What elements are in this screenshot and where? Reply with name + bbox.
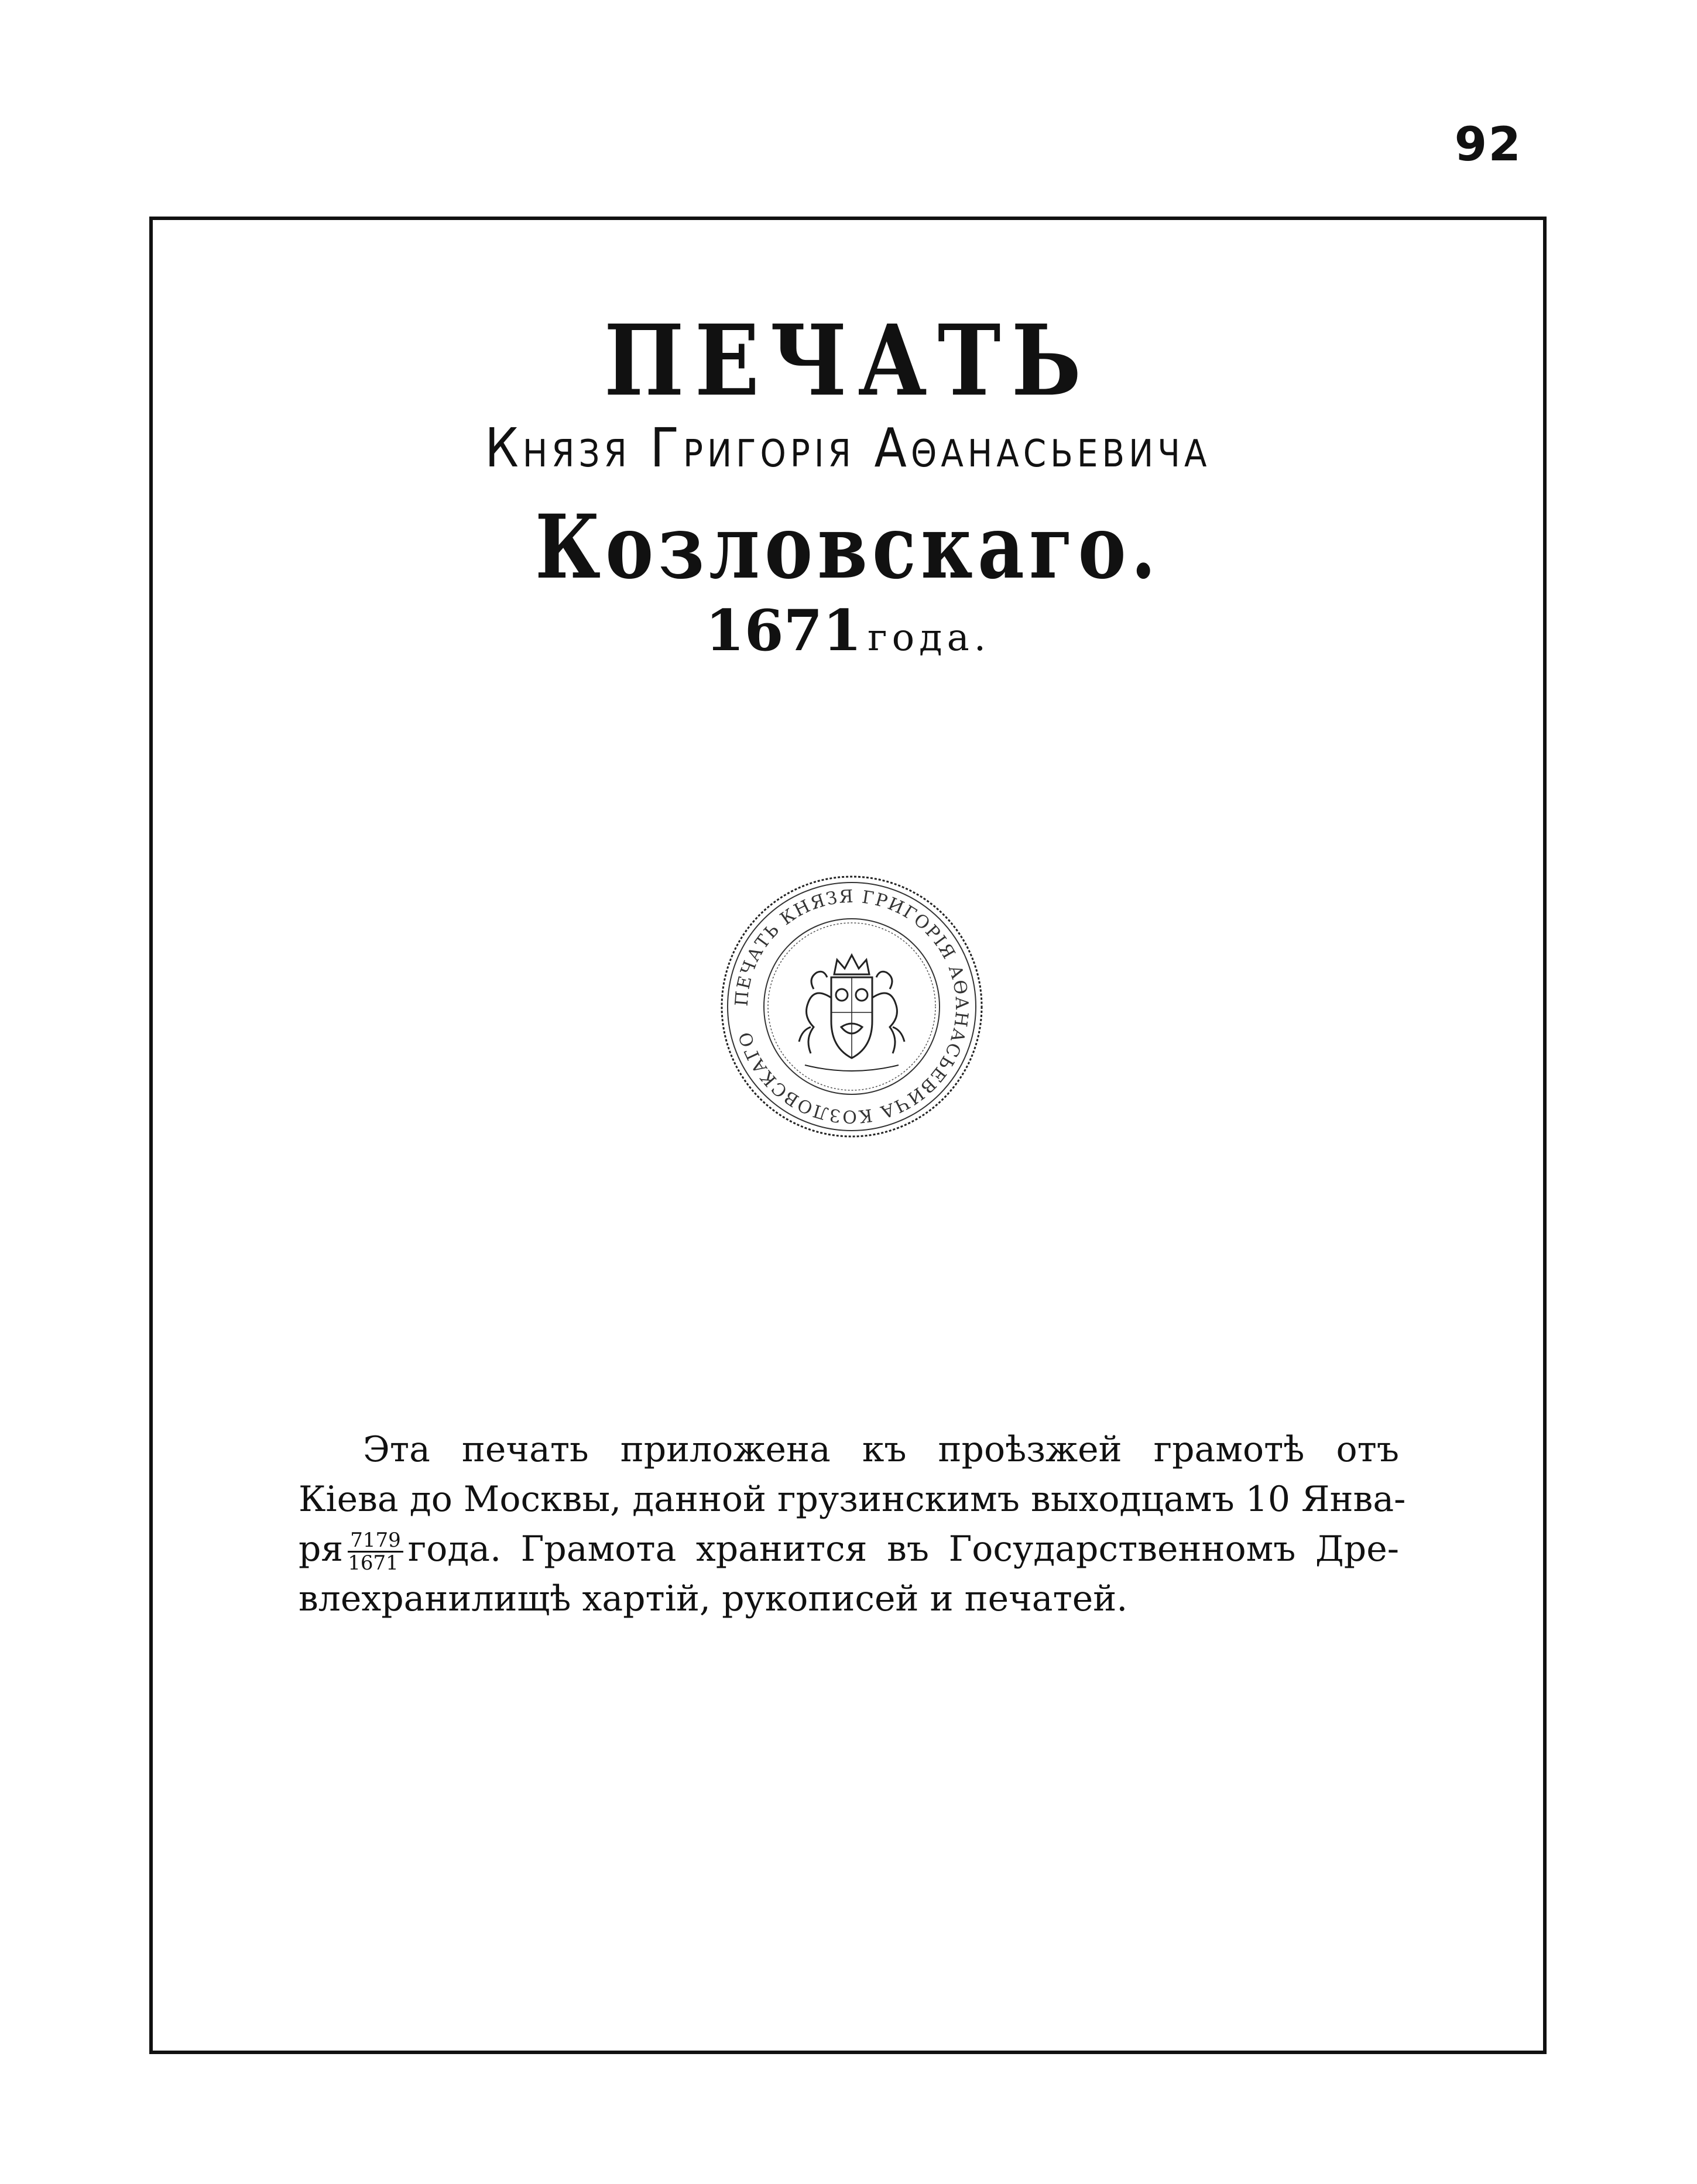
- fraction-numerator: 7179: [348, 1530, 403, 1553]
- seal-image: [717, 872, 986, 1141]
- date-fraction: [348, 1530, 403, 1574]
- coat-of-arms-icon: [799, 955, 904, 1071]
- year-number: 1671: [705, 597, 862, 664]
- paragraph-line-with-date: [299, 1524, 1399, 1574]
- page-number: 92: [1454, 117, 1522, 171]
- description-paragraph: [299, 1425, 1406, 1624]
- paragraph-line: влехранилищѣ хартій, рукописей и печатей.: [299, 1578, 1128, 1619]
- year-word: года.: [868, 616, 991, 660]
- page-title: ПЕЧАТЬ: [604, 304, 1092, 418]
- year-line: [149, 597, 1547, 664]
- surname-heading: Козловскаго.: [535, 496, 1161, 599]
- date-prefix: ря: [299, 1529, 344, 1570]
- paragraph-line: Кіева до Москвы, данной грузинскимъ выходцамъ 10 Янва-: [299, 1479, 1406, 1520]
- paragraph-line: Эта печать приложена къ проѣзжей грамотѣ отъ: [363, 1429, 1399, 1470]
- fraction-denominator: 1671: [348, 1551, 399, 1575]
- seal-legend: ПЕЧАТЬ КНЯЗЯ ГРИГОРІЯ АѲАНАСЬЕВИЧА КОЗЛОВСКАГО: [731, 886, 972, 1127]
- date-suffix: года. Грамота хранится въ Государственномъ Дре-: [407, 1529, 1399, 1570]
- subtitle: Князя Григорія Аθанасьевича: [485, 417, 1211, 479]
